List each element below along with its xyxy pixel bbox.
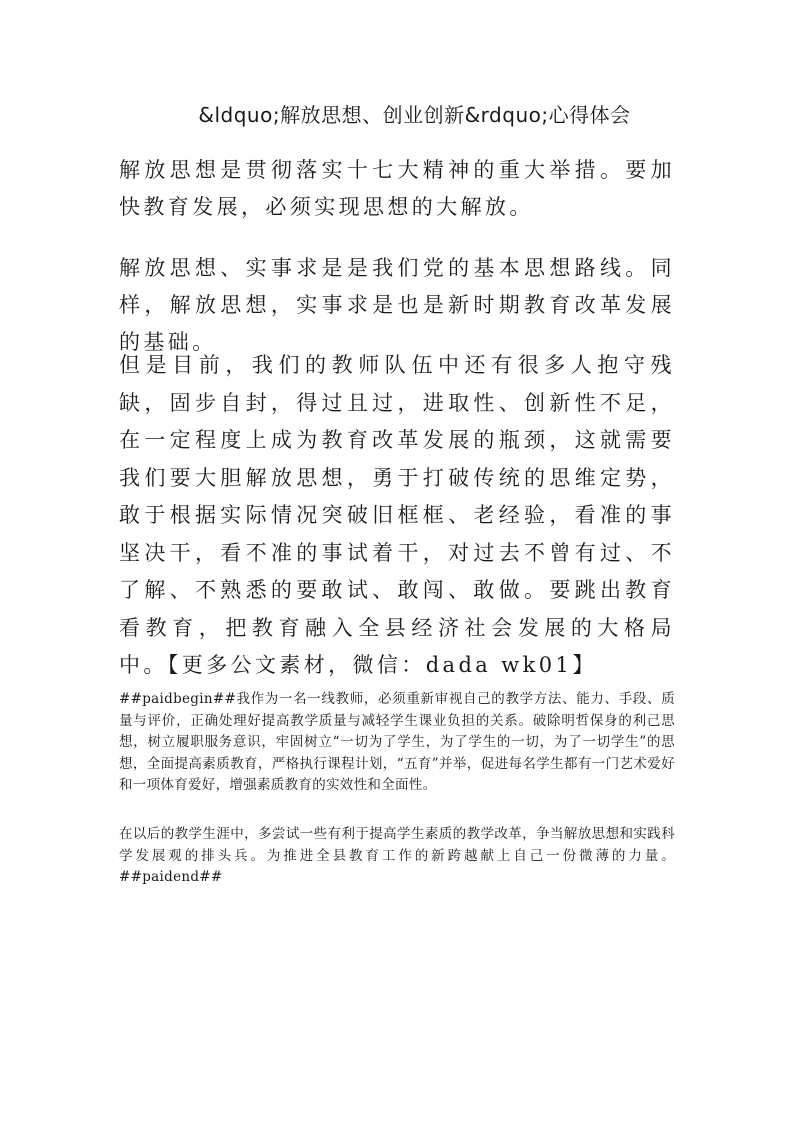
paragraph-3: 但是目前，我们的教师队伍中还有很多人抱守残缺，固步自封，得过且过，进取性、创新性不足，在一定程度上成为教育改革发展的瓶颈，这就需要我们要大胆解放思想，勇于打破传统的思维定势，敢于根据实际情况突破旧框框、老经验，看准的事坚决干，看不准的事试着干，对过去不曾有过、不了解、不熟悉的要敢试、敢闯、敢做。要跳出教育看教育，把教育融入全县经济社会发展的大格局中。【更多公文素材，微信：dada wk01】 (119, 353, 675, 677)
paragraph-5: 在以后的教学生涯中，多尝试一些有利于提高学生素质的教学改革，争当解放思想和实践科学发展观的排头兵。为推进全县教育工作的新跨越献上自己一份微薄的力量。##paidend## (119, 826, 675, 885)
document-title: &ldquo;解放思想、创业创新&rdquo;心得体会 (198, 103, 631, 127)
paragraph-1: 解放思想是贯彻落实十七大精神的重大举措。要加快教育发展，必须实现思想的大解放。 (119, 158, 675, 219)
paragraph-4: ##paidbegin##我作为一名一线教师，必须重新审视自己的教学方法、能力、手段、质量与评价，正确处理好提高教学质量与减轻学生课业负担的关系。破除明哲保身的利己思想，树立履职服务意识，牢固树立“一切为了学生，为了学生的一切，为了一切学生”的思想，全面提高素质教育，严格执行课程计划，“五育”并举，促进每名学生都有一门艺术爱好和一项体育爱好，增强素质教育的实效性和全面性。 (119, 691, 675, 793)
paragraph-2: 解放思想、实事求是是我们党的基本思想路线。同样，解放思想，实事求是也是新时期教育改革发展的基础。 (119, 256, 675, 354)
